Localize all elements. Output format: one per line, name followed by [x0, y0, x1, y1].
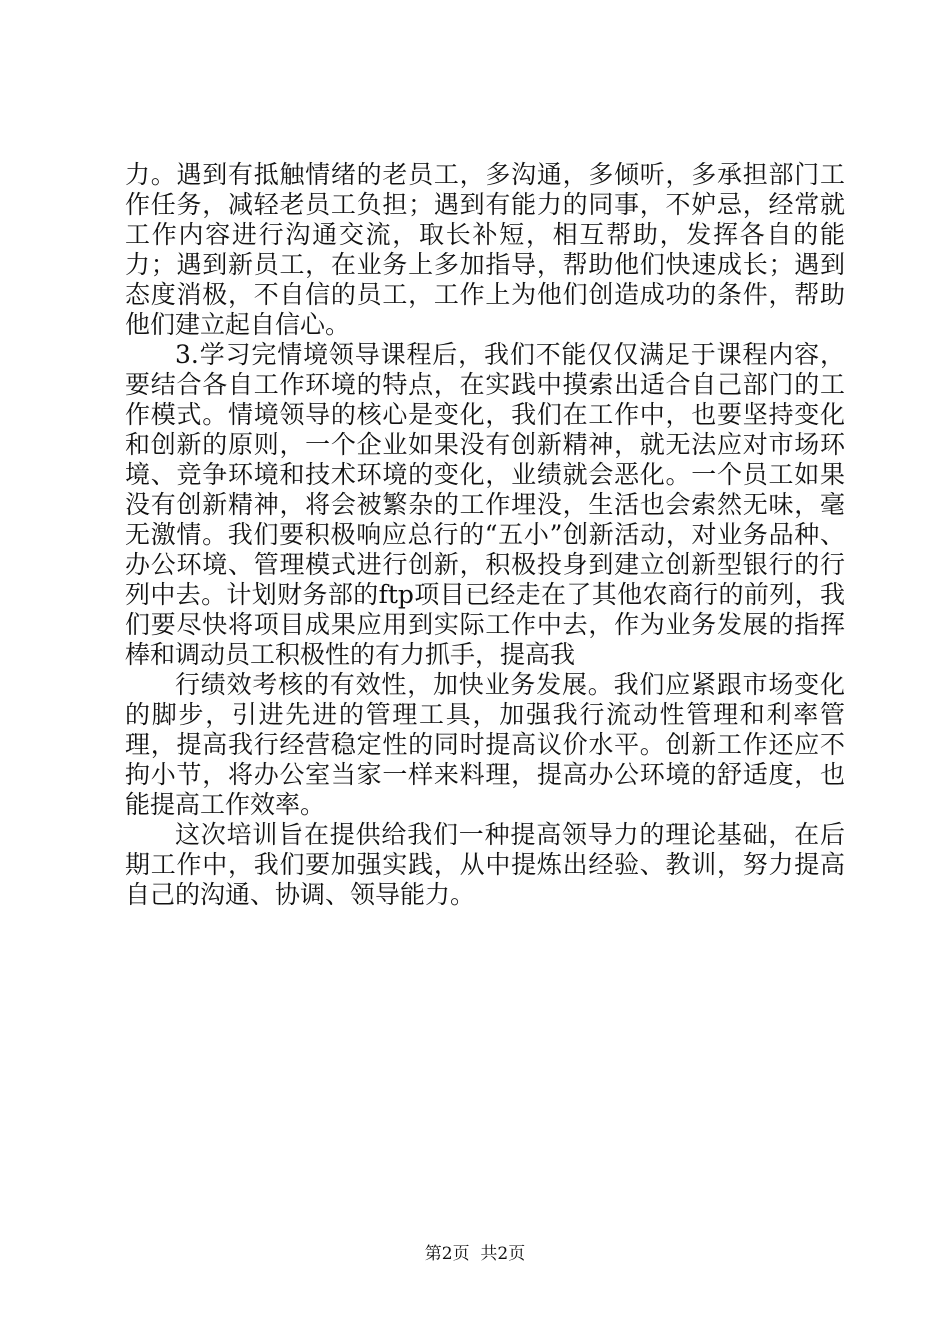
- document-body: [125, 160, 845, 910]
- page-number-label: 第2页 共2页: [424, 1244, 526, 1264]
- paragraph-2: 3.学习完情境领导课程后，我们不能仅仅满足于课程内容，要结合各自工作环境的特点，在实践中摸索出适合自己部门的工作模式。情境领导的核心是变化，我们在工作中，也要坚持变化和创新的原则，一个企业如果没有创新精神，就无法应对市场环境、竞争环境和技术环境的变化，业绩就会恶化。一个员工如果没有创新精神，将会被繁杂的工作埋没，生活也会索然无味，毫无激情。我们要积极响应总行的“五小”创新活动，对业务品种、办公环境、管理模式进行创新，积极投身到建立创新型银行的行列中去。计划财务部的ftp项目已经走在了其他农商行的前列，我们要尽快将项目成果应用到实际工作中去，作为业务发展的指挥棒和调动员工积极性的有力抓手，提高我: [125, 340, 845, 669]
- paragraph-3: 行绩效考核的有效性，加快业务发展。我们应紧跟市场变化的脚步，引进先进的管理工具，加强我行流动性管理和利率管理，提高我行经营稳定性的同时提高议价水平。创新工作还应不拘小节，将办公室当家一样来料理，提高办公环境的舒适度，也能提高工作效率。: [125, 670, 845, 819]
- paragraph-4: 这次培训旨在提供给我们一种提高领导力的理论基础，在后期工作中，我们要加强实践，从中提炼出经验、教训，努力提高自己的沟通、协调、领导能力。: [125, 820, 845, 909]
- paragraph-1: 力。遇到有抵触情绪的老员工，多沟通，多倾听，多承担部门工作任务，减轻老员工负担；遇到有能力的同事，不妒忌，经常就工作内容进行沟通交流，取长补短，相互帮助，发挥各自的能力；遇到新员工，在业务上多加指导，帮助他们快速成长；遇到态度消极，不自信的员工，工作上为他们创造成功的条件，帮助他们建立起自信心。: [125, 160, 845, 339]
- page-footer: [0, 1243, 950, 1265]
